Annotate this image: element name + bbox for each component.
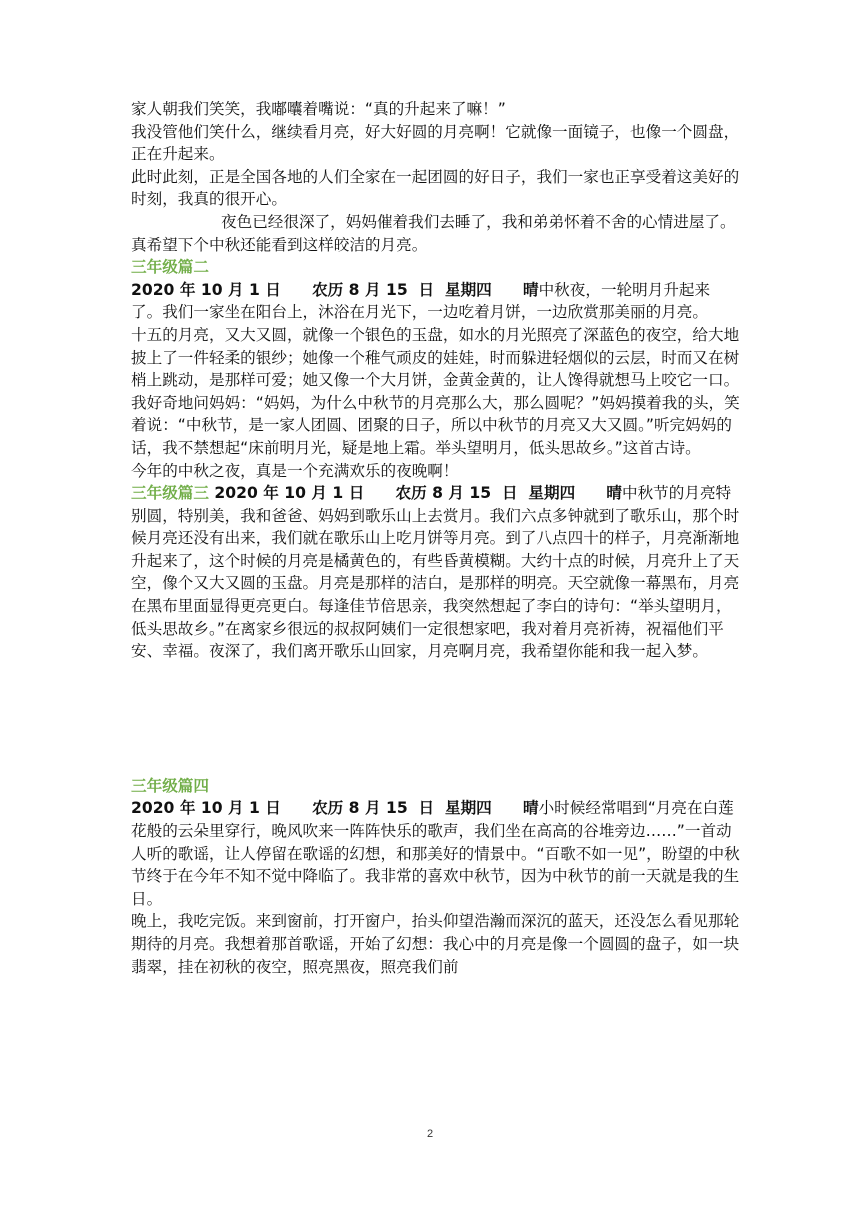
paragraph-text: 中秋夜，一轮明月升起来了。我们一家坐在阳台上，沐浴在月光下，一边吃着月饼，一边欣赏那美丽的月亮。 <box>131 280 711 322</box>
paragraph: 晚上，我吃完饭。来到窗前，打开窗户，抬头仰望浩瀚而深沉的蓝天，还没怎么看见那轮期待的月亮。我想着那首歌谣，开始了幻想：我心中的月亮是像一个圆圆的盘子，如一块翡翠，挂在初秋的夜空，照亮黑夜，照亮我们前 <box>131 912 740 976</box>
section-heading: 三年级篇四 <box>131 776 209 795</box>
paragraph: 十五的月亮，又大又圆，就像一个银色的玉盘，如水的月光照亮了深蓝色的夜空，给大地披上了一件轻柔的银纱；她像一个稚气顽皮的娃娃，时而躲进轻烟似的云层，时而又在树梢上跳动，是那样可爱；她又像一个大月饼，金黄金黄的，让人馋得就想马上咬它一口。 <box>131 325 740 390</box>
page-number: 2 <box>426 1128 434 1140</box>
section-heading: 三年级篇二 <box>131 258 209 277</box>
paragraph <box>131 482 741 663</box>
paragraph-text: 小时候经常唱到“月亮在白莲花般的云朵里穿行，晚风吹来一阵阵快乐的歌声，我们坐在高高的谷堆旁边……”一首动人听的歌谣，让人停留在歌谣的幻想，和那美好的情景中。“百歌不如一见”，盼望的中秋节终于在今年不知不觉中降临了。我非常的喜欢中秋节，因为中秋节的前一天就是我的生日。 <box>131 799 740 908</box>
paragraph: 今年的中秋之夜，真是一个充满欢乐的夜晚啊！ <box>131 461 459 480</box>
paragraph <box>131 797 741 910</box>
diary-date: 2020 年 10 月 1 日 农历 8 月 15 日 星期四 晴 <box>131 799 539 818</box>
paragraph: 家人朝我们笑笑，我嘟囔着嘴说：“真的升起来了嘛！” <box>131 100 506 118</box>
document-body <box>131 98 741 978</box>
paragraph: 我没管他们笑什么，继续看月亮，好大好圆的月亮啊！它就像一面镜子，也像一个圆盘，正在升起来。 <box>131 122 740 164</box>
paragraph: 我好奇地问妈妈：“妈妈，为什么中秋节的月亮那么大，那么圆呢？”妈妈摸着我的头，笑着说：“中秋节，是一家人团圆、团聚的日子，所以中秋节的月亮又大又圆。”听完妈妈的话，我不禁想起“床前明月光，疑是地上霜。举头望明月，低头思故乡。”这首古诗。 <box>131 393 740 457</box>
paragraph <box>131 279 741 324</box>
section-heading: 三年级篇三 <box>131 484 209 503</box>
blank-space <box>131 663 741 775</box>
paragraph-text: 中秋节的月亮特别圆，特别美，我和爸爸、妈妈到歌乐山上去赏月。我们六点多钟就到了歌乐山，那个时候月亮还没有出来，我们就在歌乐山上吃月饼等月亮。到了八点四十的样子，月亮渐渐地升起来了，这个时候的月亮是橘黄色的，有些昏黄模糊。大约十点的时候，月亮升上了天空，像个又大又圆的玉盘。月亮是那样的洁白，是那样的明亮。天空就像一幕黑布，月亮在黑布里面显得更亮更白。每逢佳节倍思亲，我突然想起了李白的诗句：“举头望明月，低头思故乡。”在离家乡很远的叔叔阿姨们一定很想家吧，我对着月亮祈祷，祝福他们平安、幸福。夜深了，我们离开歌乐山回家，月亮啊月亮，我希望你能和我一起入梦。 <box>131 484 740 661</box>
paragraph: 此时此刻，正是全国各地的人们全家在一起团圆的好日子，我们一家也正享受着这美好的时刻，我真的很开心。 <box>131 167 740 209</box>
diary-date: 2020 年 10 月 1 日 农历 8 月 15 日 星期四 晴 <box>208 484 622 503</box>
diary-date: 2020 年 10 月 1 日 农历 8 月 15 日 星期四 晴 <box>131 280 539 299</box>
paragraph: 夜色已经很深了，妈妈催着我们去睡了，我和弟弟怀着不舍的心情进屋了。真希望下个中秋还能看到这样皎洁的月亮。 <box>131 212 736 254</box>
